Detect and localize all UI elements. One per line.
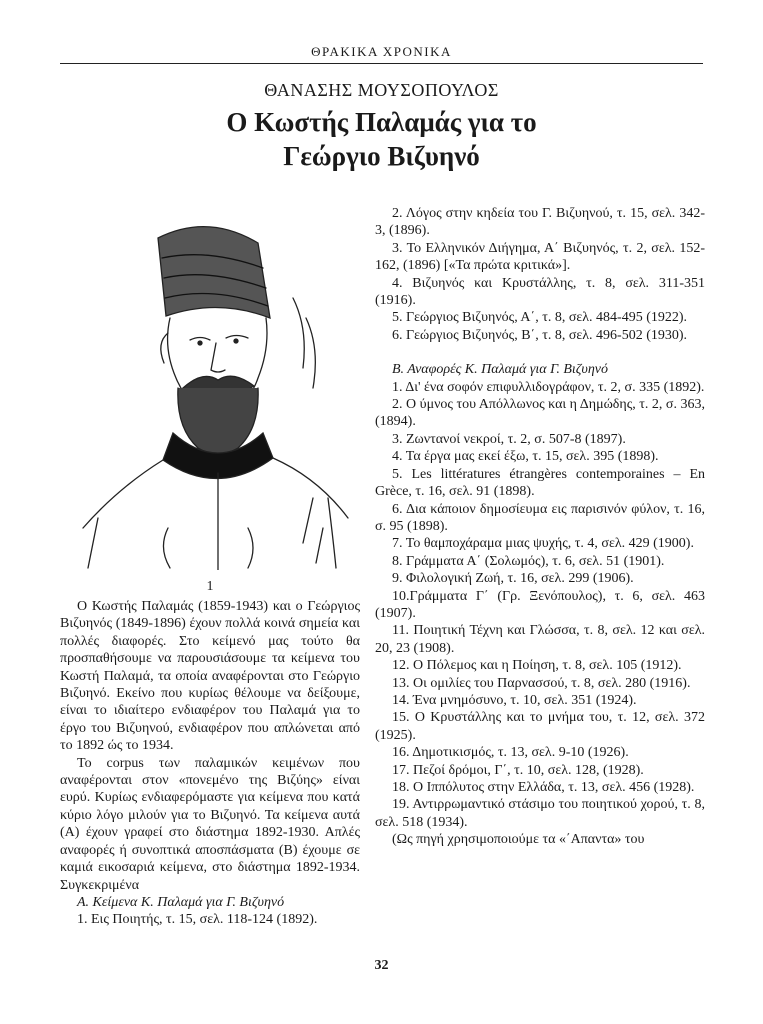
right-column xyxy=(375,205,705,849)
list-b-item: 2. Ο ύμνος του Απόλλωνος και η Δημώδης, τ. 2, σ. 363, (1894). xyxy=(375,397,705,430)
list-b-item: 18. Ο Ιππόλυτος στην Ελλάδα, τ. 13, σελ. 456 (1928). xyxy=(392,780,695,795)
list-a-item: 5. Γεώργιος Βιζυηνός, Α΄, τ. 8, σελ. 484-495 (1922). xyxy=(392,310,688,326)
list-b-item: 9. Φιλολογική Ζωή, τ. 16, σελ. 299 (1906). xyxy=(392,571,634,587)
list-a-item: 4. Βιζυηνός και Κρυστάλλης, τ. 8, σελ. 311-351 (1916). xyxy=(375,275,705,309)
title-line-1: Ο Κωστής Παλαμάς για το xyxy=(226,107,537,137)
list-b-item: 10.Γράμματα Γ΄ (Γρ. Ξενόπουλος), τ. 6, σελ. 463 (1907). xyxy=(375,588,705,621)
running-head: ΘΡΑΚΙΚΑ ΧΡΟΝΙΚΑ xyxy=(311,44,452,59)
title-line-2: Γεώργιο Βιζυηνό xyxy=(283,141,480,171)
list-b-item: 14. Ένα μνημόσυνο, τ. 10, σελ. 351 (1924). xyxy=(392,692,637,708)
article-author: ΘΑΝΑΣΗΣ ΜΟΥΣΟΠΟΥΛΟΣ xyxy=(264,80,499,100)
closing-fragment: (Ως πηγή χρησιμοποιούμε τα «΄Απαντα» του xyxy=(392,832,645,848)
article-title xyxy=(60,105,703,173)
list-a-item: 3. Το Ελληνικόν Διήγημα, Α΄ Βιζυηνός, τ. 2, σελ. 152-162, (1896) [«Τα πρώτα κριτικά»]. xyxy=(375,240,705,274)
list-b-item: 13. Οι ομιλίες του Παρνασσού, τ. 8, σελ. 280 (1916). xyxy=(392,675,691,691)
list-b-item: 16. Δημοτικισμός, τ. 13, σελ. 9-10 (1926). xyxy=(392,745,629,761)
list-b-item: 6. Δια κάποιον δημοσίευμα εις παρισινόν φύλον, τ. 16, σ. 95 (1898). xyxy=(375,501,705,534)
list-b-item: 1. Δι' ένα σοφόν επιφυλλιδογράφον, τ. 2, σ. 335 (1892). xyxy=(392,379,705,395)
list-b-item: 12. Ο Πόλεμος και η Ποίηση, τ. 8, σελ. 105 (1912). xyxy=(392,658,682,674)
section-number: 1 xyxy=(206,579,214,594)
list-a-heading: Α. Κείμενα Κ. Παλαμά για Γ. Βιζυηνό xyxy=(77,894,285,910)
list-b-item: 4. Τα έργα μας εκεί έξω, τ. 15, σελ. 395 (1898). xyxy=(392,449,659,465)
page-number: 32 xyxy=(374,958,389,973)
paragraph-2: Το corpus των παλαμικών κειμένων που αναφέρονται στον «πονεμένο της Βιζύης» είναι ευρύ. Κυρίως ενδιαφερόμαστε για κείμενα που κατά κύριο λόγο μιλούν για το Βιζυηνό. Τα κείμενα αυτά (Α) έχουν γραφεί στο διάστημα 1892-1930. Απλές αναφορές ή συνοπτικά αποσπάσματα (Β) έχουμε σε καμιά εικοσαριά κείμενα, στο διάστημα 1892-1934. Συγκεκριμένα xyxy=(60,755,360,893)
list-b-item: 11. Ποιητική Τέχνη και Γλώσσα, τ. 8, σελ. 12 και σελ. 20, 23 (1908). xyxy=(375,623,705,656)
left-column xyxy=(60,598,360,929)
list-b-heading: Β. Αναφορές Κ. Παλαμά για Γ. Βιζυηνό xyxy=(392,362,609,378)
portrait-sketch-icon xyxy=(58,198,358,570)
list-a-item: 1. Εις Ποιητής, τ. 15, σελ. 118-124 (1892). xyxy=(77,912,318,928)
list-b-item: 7. Το θαμποχάραμα μιας ψυχής, τ. 4, σελ. 429 (1900). xyxy=(392,536,694,552)
spacer xyxy=(375,344,705,361)
list-b-item: 8. Γράμματα Α΄ (Σολωμός), τ. 6, σελ. 51 (1901). xyxy=(392,553,665,569)
list-b-item: 5. Les littératures étrangères contemporaines – En Grèce, τ. 16, σελ. 91 (1898). xyxy=(375,466,705,500)
list-b-item: 3. Ζωντανοί νεκροί, τ. 2, σ. 507-8 (1897). xyxy=(392,431,626,447)
list-b-item: 19. Αντιρρωμαντικό στάσιμο του ποιητικού χορού, τ. 8, σελ. 518 (1934). xyxy=(375,797,705,830)
header-rule xyxy=(60,63,703,64)
list-a-item: 6. Γεώργιος Βιζυηνός, Β΄, τ. 8, σελ. 496-502 (1930). xyxy=(392,327,688,343)
paragraph-1: Ο Κωστής Παλαμάς (1859-1943) και ο Γεώργιος Βιζυηνός (1849-1896) έχουν πολλά κοινά σημεία και πολλές διαφορές. Στο κείμενό μας τούτο θα προσπαθήσουμε να παρουσιάσουμε τα κείμενα του Κωστή Παλαμά, τα οποία αναφέρονται στο Γεώργιο Βιζυηνό. Εκείνο που κυρίως θέλουμε να δείξουμε, είναι το ιδιαίτερο ενδιαφέρον του Παλαμά για το έργο του Βιζυηνού, ενδιαφέρον που απλώνεται από το 1892 ώς το 1934. xyxy=(60,599,360,754)
list-b-item: 15. Ο Κρυστάλλης και το μνήμα του, τ. 12, σελ. 372 (1925). xyxy=(375,710,705,743)
list-a-item: 2. Λόγος στην κηδεία του Γ. Βιζυηνού, τ. 15, σελ. 342-3, (1896). xyxy=(375,206,705,239)
list-b-item: 17. Πεζοί δρόμοι, Γ΄, τ. 10, σελ. 128, (1928). xyxy=(392,762,644,778)
